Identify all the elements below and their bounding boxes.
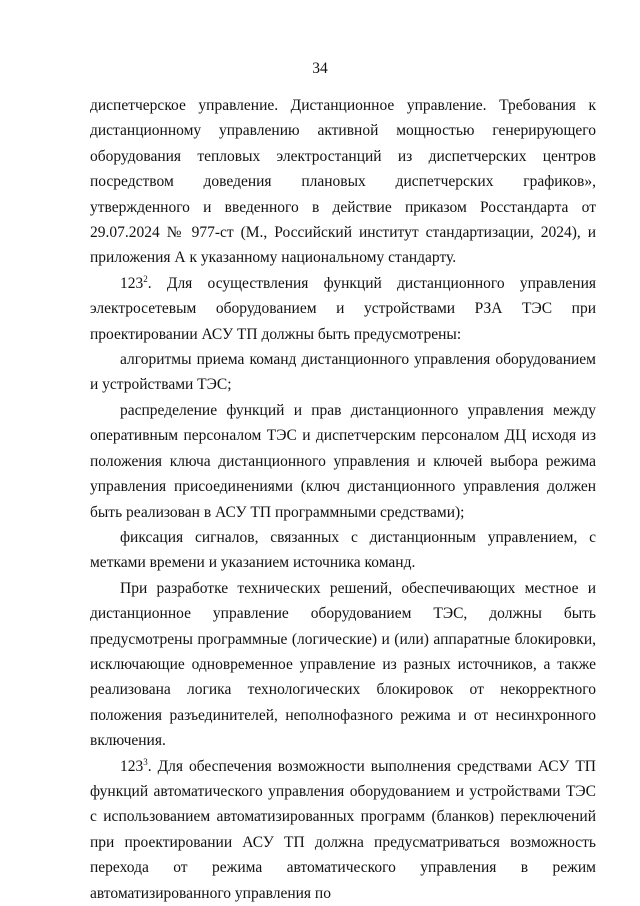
clause-number: 123 xyxy=(120,274,144,292)
paragraph-clause-123-2 xyxy=(90,271,596,347)
paragraph-body: При разработке технических решений, обеспечивающих местное и дистанционное управление оборудованием ТЭС, должны быть предусмотрены программные (логические) и (или) аппаратные блокировки, исключающие одновременное управление из разных источников, а также реализована логика технологических блокировок от некорректного положения разъединителей, неполнофазного режима и от несинхронного включения. xyxy=(90,579,596,750)
paragraph-continuation: диспетчерское управление. Дистанционное управление. Требования к дистанционному управлению активной мощностью генерирующего оборудования тепловых электростанций из диспетчерских центров посредством доведения плановых диспетчерских графиков», утвержденного и введенного в действие приказом Росстандарта от 29.07.2024 № 977-ст (М., Российский институт стандартизации, 2024), и приложения А к указанному национальному стандарту. xyxy=(90,97,596,267)
paragraph-list-item: распределение функций и прав дистанционного управления между оперативным персоналом ТЭС и диспетчерским персоналом ДЦ исходя из положения ключа дистанционного управления и ключей выбора режима управления присоединениями (ключ дистанционного управления должен быть реализован в АСУ ТП программными средствами); xyxy=(90,401,596,521)
paragraph-clause-123-3 xyxy=(90,754,596,906)
clause-number: 123 xyxy=(120,757,144,775)
clause-text: . Для обеспечения возможности выполнения средствами АСУ ТП функций автоматического управления оборудованием и устройствами ТЭС с использованием автоматизированных программ (бланков) переключений при проектировании АСУ ТП должна предусматриваться возможность перехода от режима автоматического управления в режим автоматизированного управления по xyxy=(90,757,596,902)
clause-text: . Для осуществления функций дистанционного управления электросетевым оборудованием и устройствами РЗА ТЭС при проектировании АСУ ТП должны быть предусмотрены: xyxy=(90,274,596,343)
clause-superscript: 2 xyxy=(143,273,148,284)
paragraph-list-item: алгоритмы приема команд дистанционного управления оборудованием и устройствами ТЭС; xyxy=(90,351,596,394)
paragraph-list-item: фиксация сигналов, связанных с дистанционным управлением, с метками времени и указанием источника команд. xyxy=(90,528,596,572)
clause-superscript: 3 xyxy=(143,756,148,767)
document-body xyxy=(90,93,596,906)
page-number: 34 xyxy=(312,60,328,77)
